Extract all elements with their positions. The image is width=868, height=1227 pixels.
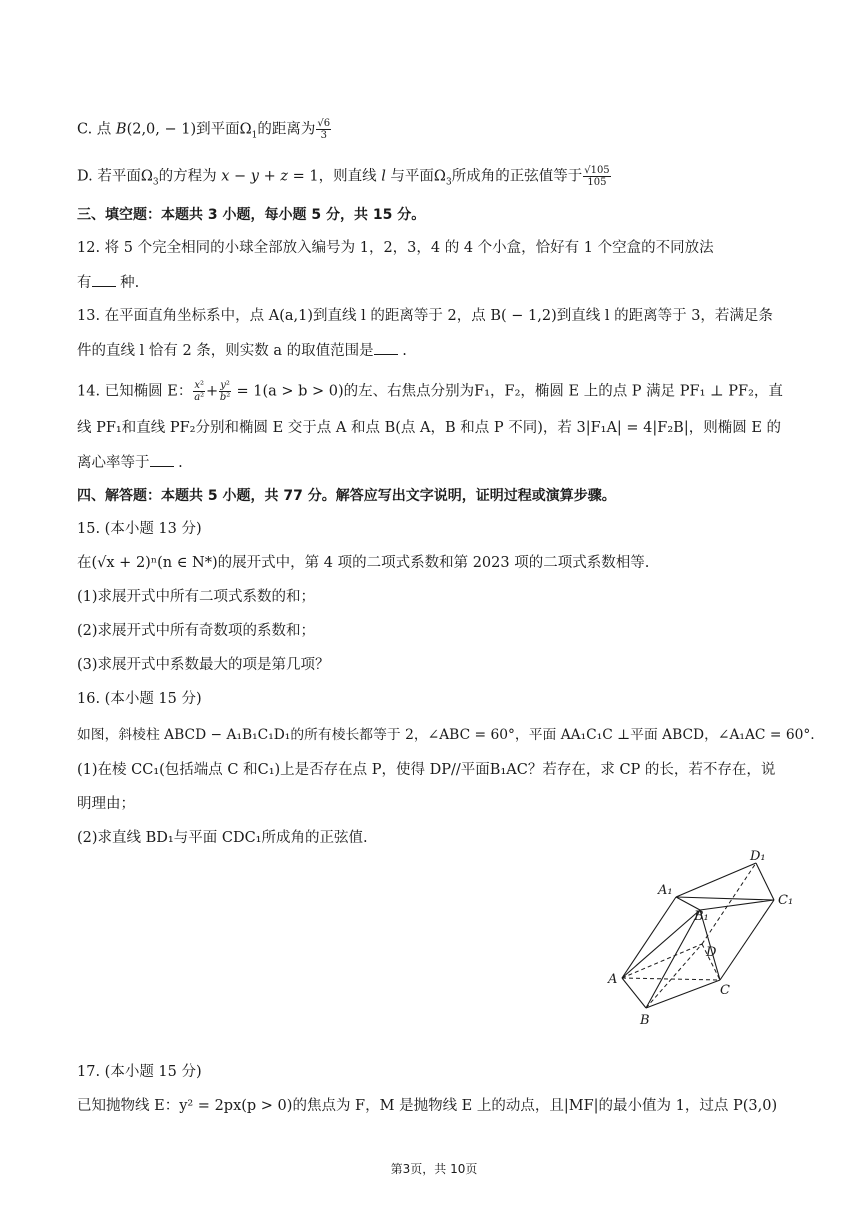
option-d-mid: 的方程为 (158, 168, 222, 185)
prism-figure (600, 848, 800, 1028)
q15-part2: (2)求展开式中所有奇数项的系数和； (77, 623, 316, 639)
q12-line2: 有 种. (77, 272, 139, 293)
fraction-y2-b2: $\frac{\text{y²}}{\text{b²}}$ (219, 380, 231, 403)
q13-line2: 件的直线 l 恰有 2 条，则实数 a 的取值范围是 . (77, 340, 407, 361)
label-b1: B₁ (694, 909, 709, 924)
edge-ab (622, 978, 646, 1008)
q15-stem: 在(√x + 2)ⁿ(n ∈ N*)的展开式中，第 4 项的二项式系数和第 2023 项的二项式系数相等. (77, 555, 650, 571)
option-d-pre: D. 若平面Ω (77, 168, 153, 185)
fraction-sqrt6-over-3: $\frac{√6}{3}$ (317, 118, 331, 141)
label-b: B (640, 1013, 650, 1028)
q15-heading: 15. (本小题 13 分) (77, 521, 202, 537)
q17-stem: 已知抛物线 E：y² = 2px(p > 0)的焦点为 F，M 是抛物线 E 上的动点，且|MF|的最小值为 1，过点 P(3,0) (77, 1098, 778, 1114)
answer-blank (92, 272, 116, 287)
option-c-pre: C. 点 (77, 121, 116, 138)
option-c-post: 的距离为 (257, 121, 316, 138)
page-footer: 第3页，共 10页 (390, 1162, 478, 1176)
q13-line1: 13. 在平面直角坐标系中，点 A(a,1)到直线 l 的距离等于 2，点 B( − 1,2)到直线 l 的距离等于 3，若满足条 (77, 308, 773, 324)
q14-line2: 线 PF₁和直线 PF₂分别和椭圆 E 交于点 A 和点 B(点 A，B 和点 P 不同)，若 3|F₁A| = 4|F₂B|，则椭圆 E 的 (77, 420, 782, 436)
option-d-mid3: 与平面Ω (385, 168, 446, 185)
label-d: D (706, 945, 717, 960)
q16-part1-line1: (1)在棱 CC₁(包括端点 C 和C₁)上是否存在点 P，使得 DP//平面B₁AC？若存在，求 CP 的长，若不存在，说 (77, 762, 776, 778)
option-d-post: 所成角的正弦值等于 (451, 168, 583, 185)
edge-a1d1 (676, 863, 756, 897)
option-d: D. 若平面$\Omega_3$的方程为 x − y + z = 1，则直线 l 与平面$\Omega_3$所成角的正弦值等于 $\frac{√105}{105}$ (77, 165, 610, 188)
edge-d1c1 (756, 863, 774, 900)
edge-b1c1 (700, 900, 774, 910)
edge-cc1 (720, 900, 774, 980)
q12-line1: 12. 将 5 个完全相同的小球全部放入编号为 1，2，3，4 的 4 个小盒，恰好有 1 个空盒的不同放法 (77, 240, 714, 256)
edge-bd-hidden (646, 944, 702, 1008)
option-d-mid2: ，则直线 (318, 168, 382, 185)
fraction-sqrt105-over-105: $\frac{√105}{105}$ (584, 165, 610, 188)
q14-line1: 14. 已知椭圆 E： $\frac{\text{x²}}{\text{a²}}$ + $\frac{\text{y²}}{\text{b²}}$ = 1(a > b > 0)的左、右焦点分别为F₁，F₂，椭圆 E 上的点 P 满足 PF₁ ⊥ PF₂，直 (77, 380, 783, 403)
q14-line3: 离心率等于 . (77, 452, 183, 473)
label-c1: C₁ (778, 893, 794, 908)
q15-part1: (1)求展开式中所有二项式系数的和； (77, 589, 316, 605)
label-d1: D₁ (750, 849, 766, 864)
q17-heading: 17. (本小题 15 分) (77, 1064, 202, 1080)
answer-blank (150, 452, 174, 467)
fraction-x2-a2: $\frac{\text{x²}}{\text{a²}}$ (194, 380, 205, 403)
answer-blank (374, 340, 398, 355)
label-a1: A₁ (658, 883, 673, 898)
q16-part2: (2)求直线 BD₁与平面 CDC₁所成角的正弦值. (77, 830, 368, 846)
label-c: C (720, 983, 730, 998)
section-fill-in-heading: 三、填空题：本题共 3 小题，每小题 5 分，共 15 分。 (77, 207, 426, 223)
label-a: A (608, 972, 618, 987)
edge-a1c1 (676, 897, 774, 900)
option-c: C. 点 B(2,0, − 1)到平面$\Omega_1$的距离为 $\frac{√6}{3}$ (77, 118, 331, 141)
edge-bb1 (646, 910, 700, 1008)
q16-stem: 如图，斜棱柱 ABCD − A₁B₁C₁D₁的所有棱长都等于 2，∠ABC = 60°，平面 AA₁C₁C ⊥平面 ABCD，∠A₁AC = 60°. (77, 727, 815, 743)
edge-bc (646, 980, 720, 1008)
option-c-mid: 到平面Ω (196, 121, 252, 138)
edge-ad-hidden (622, 944, 702, 978)
section-solve-heading: 四、解答题：本题共 5 小题，共 77 分。解答应写出文字说明，证明过程或演算步骤。 (77, 488, 616, 504)
q16-heading: 16. (本小题 15 分) (77, 691, 202, 707)
q15-part3: (3)求展开式中系数最大的项是第几项？ (77, 657, 330, 673)
q16-part1-line2: 明理由； (77, 796, 135, 812)
math-point-b: B (115, 121, 127, 138)
